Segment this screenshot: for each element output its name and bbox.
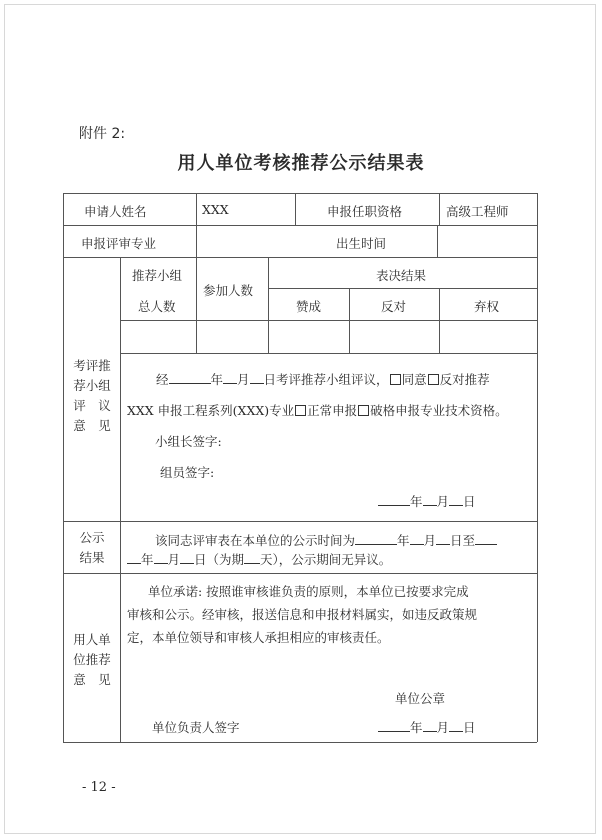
qualification-label: 申报任职资格 bbox=[327, 204, 403, 219]
oppose-checkbox[interactable] bbox=[428, 374, 439, 385]
unit-promise-line-2: 审核和公示。经审核，报送信息和申报材料属实，如违反政策规 bbox=[127, 607, 478, 622]
exception-checkbox[interactable] bbox=[358, 405, 369, 416]
member-signature-label: 组员签字: bbox=[160, 465, 215, 480]
form-title: 用人单位考核推荐公示结果表 bbox=[177, 153, 425, 174]
publicity-line-2: 年 月 日（为期 天），公示期间无异议。 bbox=[127, 550, 391, 568]
qualification-value: 高级工程师 bbox=[446, 204, 509, 219]
unit-opinion-label: 用人单 位推荐 意 见 bbox=[73, 632, 111, 687]
unit-seal-label: 单位公章 bbox=[395, 691, 446, 706]
unit-leader-signature-label: 单位负责人签字 bbox=[152, 720, 240, 735]
publicity-label: 公示 结果 bbox=[79, 530, 105, 565]
vote-result-label: 表决结果 bbox=[376, 268, 427, 283]
group-total-label-1: 推荐小组 bbox=[132, 268, 183, 283]
attachment-label: 附件 2: bbox=[79, 126, 126, 142]
birth-label: 出生时间 bbox=[336, 236, 387, 251]
publicity-line-1: 该同志评审表在本单位的公示时间为 年 月 日至 bbox=[155, 531, 497, 549]
opinion-line-2: XXX 申报工程系列(XXX)专业 正常申报 破格申报专业技术资格。 bbox=[127, 403, 508, 418]
opinion-line-1: 经 年 月 日考评推荐小组评议， 同意 反对推荐 bbox=[156, 372, 490, 387]
page-number: - 12 - bbox=[82, 780, 116, 795]
approve-label: 赞成 bbox=[296, 299, 322, 314]
oppose-label: 反对 bbox=[381, 299, 407, 314]
review-panel-label: 考评推 荐小组 评 议 意 见 bbox=[73, 358, 111, 433]
unit-promise-line-3: 定，本单位领导和审核人承担相应的审核责任。 bbox=[127, 630, 390, 645]
unit-promise-line-1: 单位承诺: 按照谁审核谁负责的原则，本单位已按要求完成 bbox=[148, 584, 469, 599]
agree-checkbox[interactable] bbox=[390, 374, 401, 385]
applicant-name-value: XXX bbox=[202, 202, 229, 217]
leader-signature-label: 小组长签字: bbox=[155, 434, 222, 449]
major-label: 申报评审专业 bbox=[81, 236, 157, 251]
normal-checkbox[interactable] bbox=[295, 405, 306, 416]
abstain-label: 弃权 bbox=[474, 299, 500, 314]
participants-label: 参加人数 bbox=[203, 283, 254, 298]
opinion-date: 年 月 日 bbox=[378, 492, 476, 510]
group-total-label-2: 总人数 bbox=[138, 299, 176, 314]
applicant-name-label: 申请人姓名 bbox=[84, 204, 147, 219]
unit-date: 年 月 日 bbox=[378, 718, 476, 736]
